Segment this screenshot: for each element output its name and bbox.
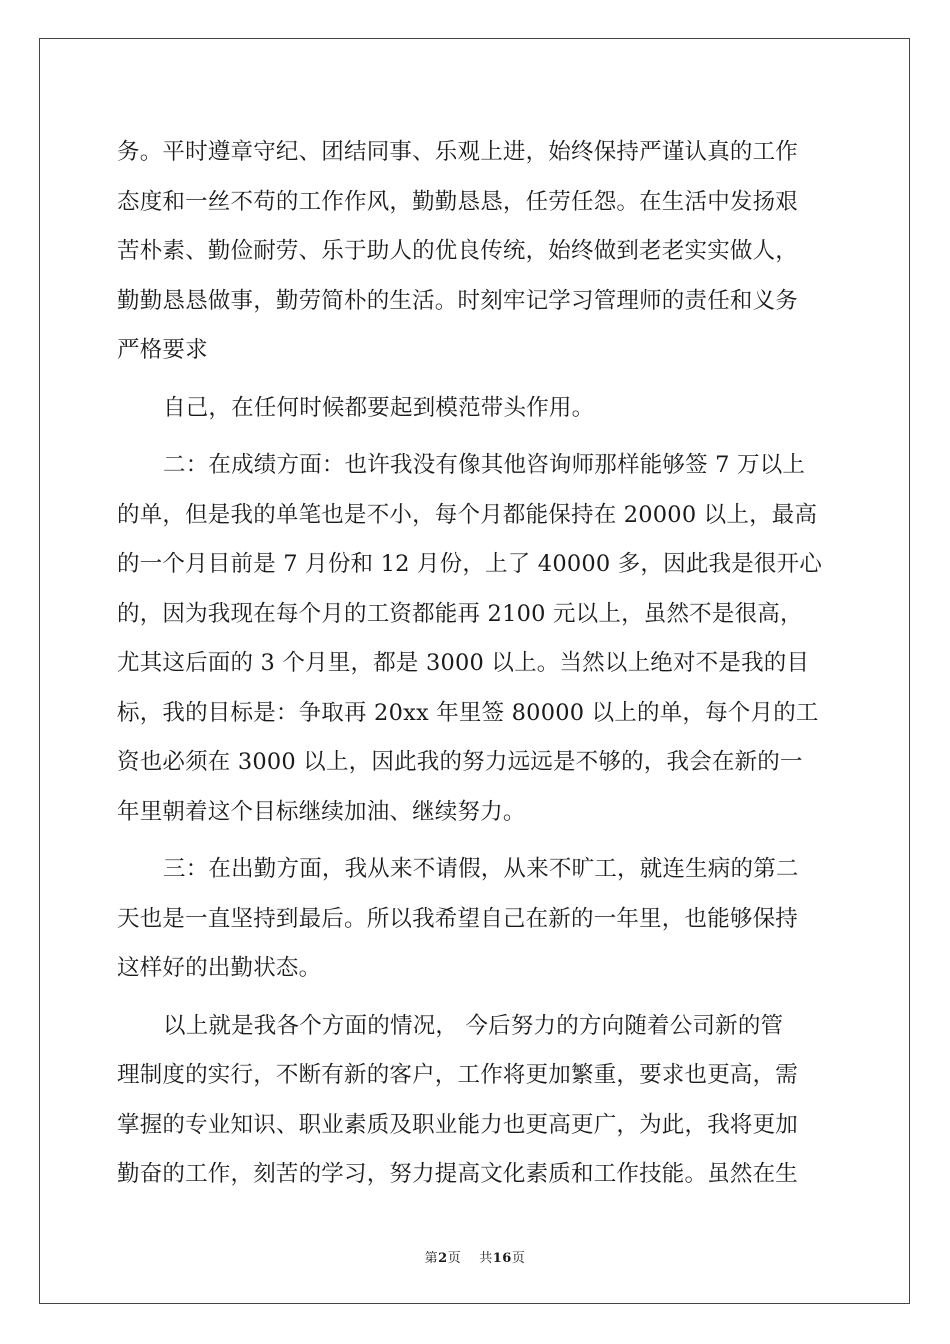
text-line: 天也是一直坚持到最后。所以我希望自己在新的一年里，也能够保持 <box>117 905 799 932</box>
text-line: 理制度的实行，不断有新的客户，工作将更加繁重，要求也更高，需 <box>117 1062 799 1088</box>
total-pages: 16 <box>492 1251 512 1266</box>
text-line: 严格要求 <box>117 337 208 363</box>
text-line: 尤其这后面的 3 个月里，都是 3000 以上。当然以上绝对不是我的目 <box>117 650 810 676</box>
text-line: 以上就是我各个方面的情况， 今后努力的方向随着公司新的管 <box>163 1012 784 1039</box>
text-line: 勤奋的工作，刻苦的学习，努力提高文化素质和工作技能。虽然在生 <box>117 1161 799 1187</box>
text-line: 三：在出勤方面，我从来不请假，从来不旷工，就连生病的第二 <box>163 856 799 882</box>
text-line: 自己，在任何时候都要起到模范带头作用。 <box>163 394 595 421</box>
page-footer <box>0 1247 950 1266</box>
text-line: 的，因为我现在每个月的工资都能再 2100 元以上，虽然不是很高， <box>117 600 803 627</box>
paragraph-self-requirement <box>117 384 833 434</box>
page-number: 2 <box>438 1251 448 1266</box>
text-line: 这样好的出勤状态。 <box>117 955 322 981</box>
document-body <box>117 128 833 1208</box>
text-line: 掌握的专业知识、职业素质及职业能力也更高更广，为此，我将更加 <box>117 1111 799 1138</box>
text-line: 务。平时遵章守纪、团结同事、乐观上进，始终保持严谨认真的工作 <box>117 139 799 165</box>
text-line: 资也必须在 3000 以上，因此我的努力远远是不够的，我会在新的一 <box>117 749 803 775</box>
text-line: 年里朝着这个目标继续加油、继续努力。 <box>117 798 526 825</box>
total-suffix: 页 <box>511 1251 526 1266</box>
total-prefix: 共 <box>479 1251 493 1266</box>
paragraph-continuation <box>117 128 833 376</box>
paragraph-summary <box>117 1002 833 1200</box>
page-prefix: 第 <box>424 1251 439 1266</box>
text-line: 勤勤恳恳做事，勤劳简朴的生活。时刻牢记学习管理师的责任和义务 <box>117 287 799 314</box>
text-line: 苦朴素、勤俭耐劳、乐于助人的优良传统，始终做到老老实实做人， <box>117 238 799 264</box>
paragraph-performance <box>117 441 833 837</box>
text-line: 标，我的目标是：争取再 20xx 年里签 80000 以上的单，每个月的工 <box>117 699 819 726</box>
page-suffix: 页 <box>447 1251 462 1266</box>
paragraph-attendance <box>117 845 833 994</box>
text-line: 二：在成绩方面：也许我没有像其他咨询师那样能够签 7 万以上 <box>163 452 806 478</box>
text-line: 的一个月目前是 7 月份和 12 月份，上了 40000 多，因此我是很开心 <box>117 551 823 577</box>
text-line: 态度和一丝不苟的工作作风，勤勤恳恳，任劳任怨。在生活中发扬艰 <box>117 188 799 215</box>
text-line: 的单，但是我的单笔也是不小，每个月都能保持在 20000 以上，最高 <box>117 501 818 528</box>
